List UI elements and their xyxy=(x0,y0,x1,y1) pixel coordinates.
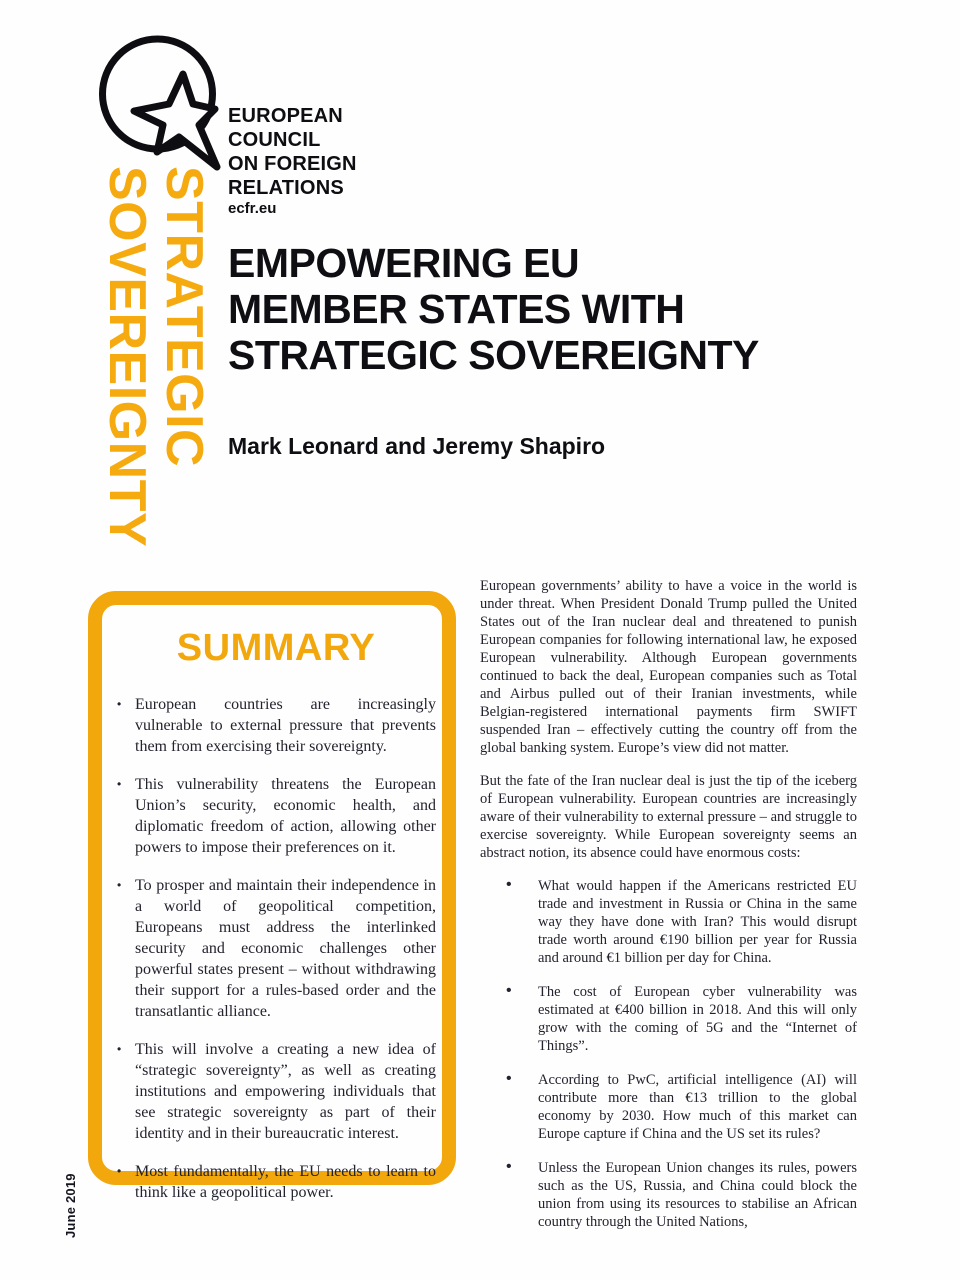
summary-bullet xyxy=(116,694,436,757)
ecfr-logo xyxy=(96,30,224,182)
body-paragraph: But the fate of the Iran nuclear deal is just the tip of the iceberg of European vulnerability. European countries are increasingly aware of their vulnerability to external pressure – and struggle to exercise sovereignty. While European sovereignty seems an abstract notion, its absence could have enormous costs: xyxy=(480,773,857,861)
report-title-line: EMPOWERING EU xyxy=(228,240,580,286)
body-column xyxy=(480,577,857,1247)
bullet-icon: • xyxy=(117,697,122,711)
summary-heading: SUMMARY xyxy=(176,627,376,669)
body-bullet xyxy=(480,1071,857,1143)
body-bullet xyxy=(480,877,857,967)
bullet-icon: • xyxy=(117,1042,122,1056)
summary-box xyxy=(88,591,456,1201)
body-bullet-text: Unless the European Union changes its rules, powers such as the US, Russia, and China could block the union from using its resources to stabilise an African country through the United Nations, xyxy=(538,1160,857,1230)
summary-bullet-text: Most fundamentally, the EU needs to learn to think like a geopolitical power. xyxy=(135,1163,436,1201)
body-bullet-text: According to PwC, artificial intelligence (AI) will contribute more than €13 trillion to the global economy by 2030. How much of this market can Europe capture if China and the US set its rules? xyxy=(538,1072,857,1142)
authors: Mark Leonard and Jeremy Shapiro xyxy=(228,433,606,459)
report-title-line: STRATEGIC SOVEREIGNTY xyxy=(228,332,759,378)
body-paragraph: European governments’ ability to have a voice in the world is under threat. When President Donald Trump pulled the United States out of the Iran nuclear deal and threatened to punish European companies for following international law, he exposed European vulnerability. Although European governments continued to back the deal, European companies such as Total and Airbus pulled out of their Iranian investments, while Belgian-registered international payments firm SWIFT suspended Iran – effectively cutting the country off from the global banking system. Europe’s view did not matter. xyxy=(480,578,857,756)
body-bullet xyxy=(480,983,857,1055)
series-title-vertical xyxy=(98,166,212,547)
bullet-icon: • xyxy=(506,982,512,999)
publication-date: June 2019 xyxy=(63,1173,78,1238)
bullet-icon: • xyxy=(506,1158,512,1175)
series-title-line: SOVEREIGNTY xyxy=(98,166,156,548)
summary-bullet-text: To prosper and maintain their independence in a world of geopolitical competition, Europeans must address the interlinked security and economic challenges other powerful states present – without withdrawing their support for a rules-based order and the transatlantic alliance. xyxy=(135,877,436,1020)
report-title xyxy=(228,240,759,378)
body-bullet-text: The cost of European cyber vulnerability was estimated at €400 billion in 2018. And this will only grow with the coming of 5G and the “Internet of Things”. xyxy=(538,984,857,1054)
summary-bullet xyxy=(116,1161,436,1203)
summary-bullet xyxy=(116,1039,436,1144)
summary-bullet-text: This vulnerability threatens the European Union’s security, economic health, and diplomatic freedom of action, allowing other powers to impose their preferences on it. xyxy=(135,776,436,856)
summary-list xyxy=(116,694,436,1203)
logo-star-icon xyxy=(134,74,217,167)
report-title-line: MEMBER STATES WITH xyxy=(228,286,685,332)
org-name-line: COUNCIL xyxy=(228,129,321,151)
body-bullet xyxy=(480,1159,857,1231)
website-url[interactable]: ecfr.eu xyxy=(228,200,277,217)
org-name-line: RELATIONS xyxy=(228,177,344,199)
bullet-icon: • xyxy=(506,1070,512,1087)
org-name-line: EUROPEAN xyxy=(228,105,343,127)
body-bullet-list xyxy=(480,877,857,1231)
org-name xyxy=(228,104,357,200)
bullet-icon: • xyxy=(117,878,122,892)
bullet-icon: • xyxy=(117,1164,122,1178)
summary-bullet xyxy=(116,774,436,858)
summary-content xyxy=(102,605,442,1203)
summary-bullet-text: European countries are increasingly vulnerable to external pressure that prevents them from exercising their sovereignty. xyxy=(135,696,436,755)
org-name-line: ON FOREIGN xyxy=(228,153,357,175)
bullet-icon: • xyxy=(506,876,512,893)
series-title-line: STRATEGIC xyxy=(155,166,213,468)
body-bullet-text: What would happen if the Americans restricted EU trade and investment in Russia or China in the same way they have done with Iran? This would disrupt trade worth around €190 billion per year for Russia and around €1 billion per day for China. xyxy=(538,878,857,966)
summary-bullet xyxy=(116,875,436,1022)
summary-bullet-text: This will involve a creating a new idea of “strategic sovereignty”, as well as creating institutions and empowering individuals that see strategic sovereignty as part of their identity and in their bureaucratic interest. xyxy=(135,1041,436,1142)
bullet-icon: • xyxy=(117,777,122,791)
